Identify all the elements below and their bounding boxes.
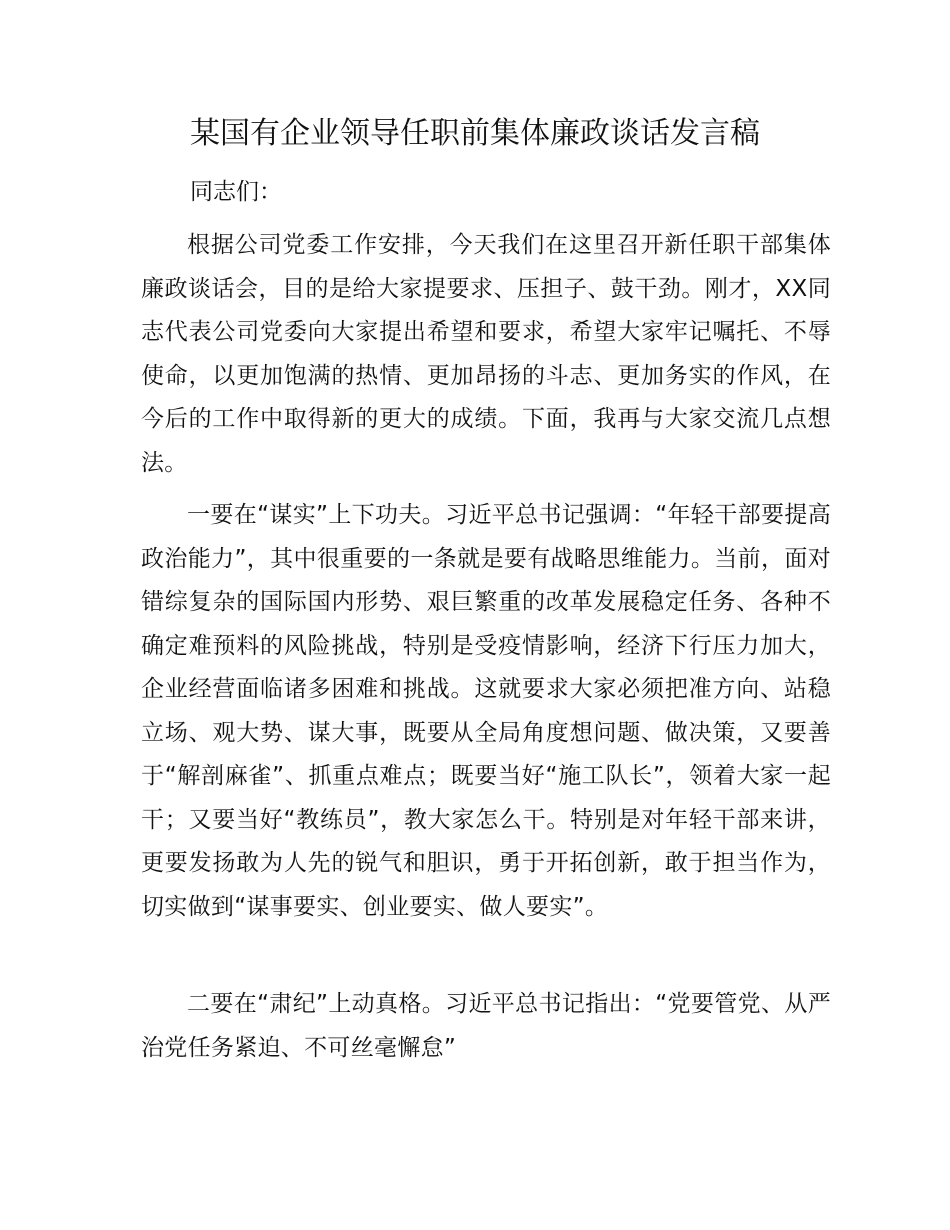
paragraph-opening: 根据公司党委工作安排，今天我们在这里召开新任职干部集体廉政谈话会，目的是给大家提要求、压担子、鼓干劲。刚才，XX同志代表公司党委向大家提出希望和要求，希望大家牢记嘱托、不辱使命，以更加饱满的热情、更加昂扬的斗志、更加务实的作风，在今后的工作中取得新的更大的成绩。下面，我再与大家交流几点想法。 [141, 232, 831, 476]
paragraph-point-one: 一要在“谋实”上下功夫。习近平总书记强调：“年轻干部要提高政治能力”，其中很重要的一条就是要有战略思维能力。当前，面对错综复杂的国际国内形势、艰巨繁重的改革发展稳定任务、各种不确定难预料的风险挑战，特别是受疫情影响，经济下行压力加大，企业经营面临诸多困难和挑战。这就要求大家必须把准方向、站稳立场、观大势、谋大事，既要从全局角度想问题、做决策，又要善于“解剖麻雀”、抓重点难点；既要当好“施工队长”，领着大家一起干；又要当好“教练员”，教大家怎么干。特别是对年轻干部来讲，更要发扬敢为人先的锐气和胆识，勇于开拓创新，敢于担当作为，切实做到“谋事要实、创业要实、做人要实”。 [141, 502, 831, 920]
salutation: 同志们： [190, 179, 282, 205]
document-title: 某国有企业领导任职前集体廉政谈话发言稿 [190, 116, 760, 151]
paragraph-point-two: 二要在“肃纪”上动真格。习近平总书记指出：“党要管党、从严治党任务紧迫、不可丝毫懈怠” [141, 991, 831, 1061]
